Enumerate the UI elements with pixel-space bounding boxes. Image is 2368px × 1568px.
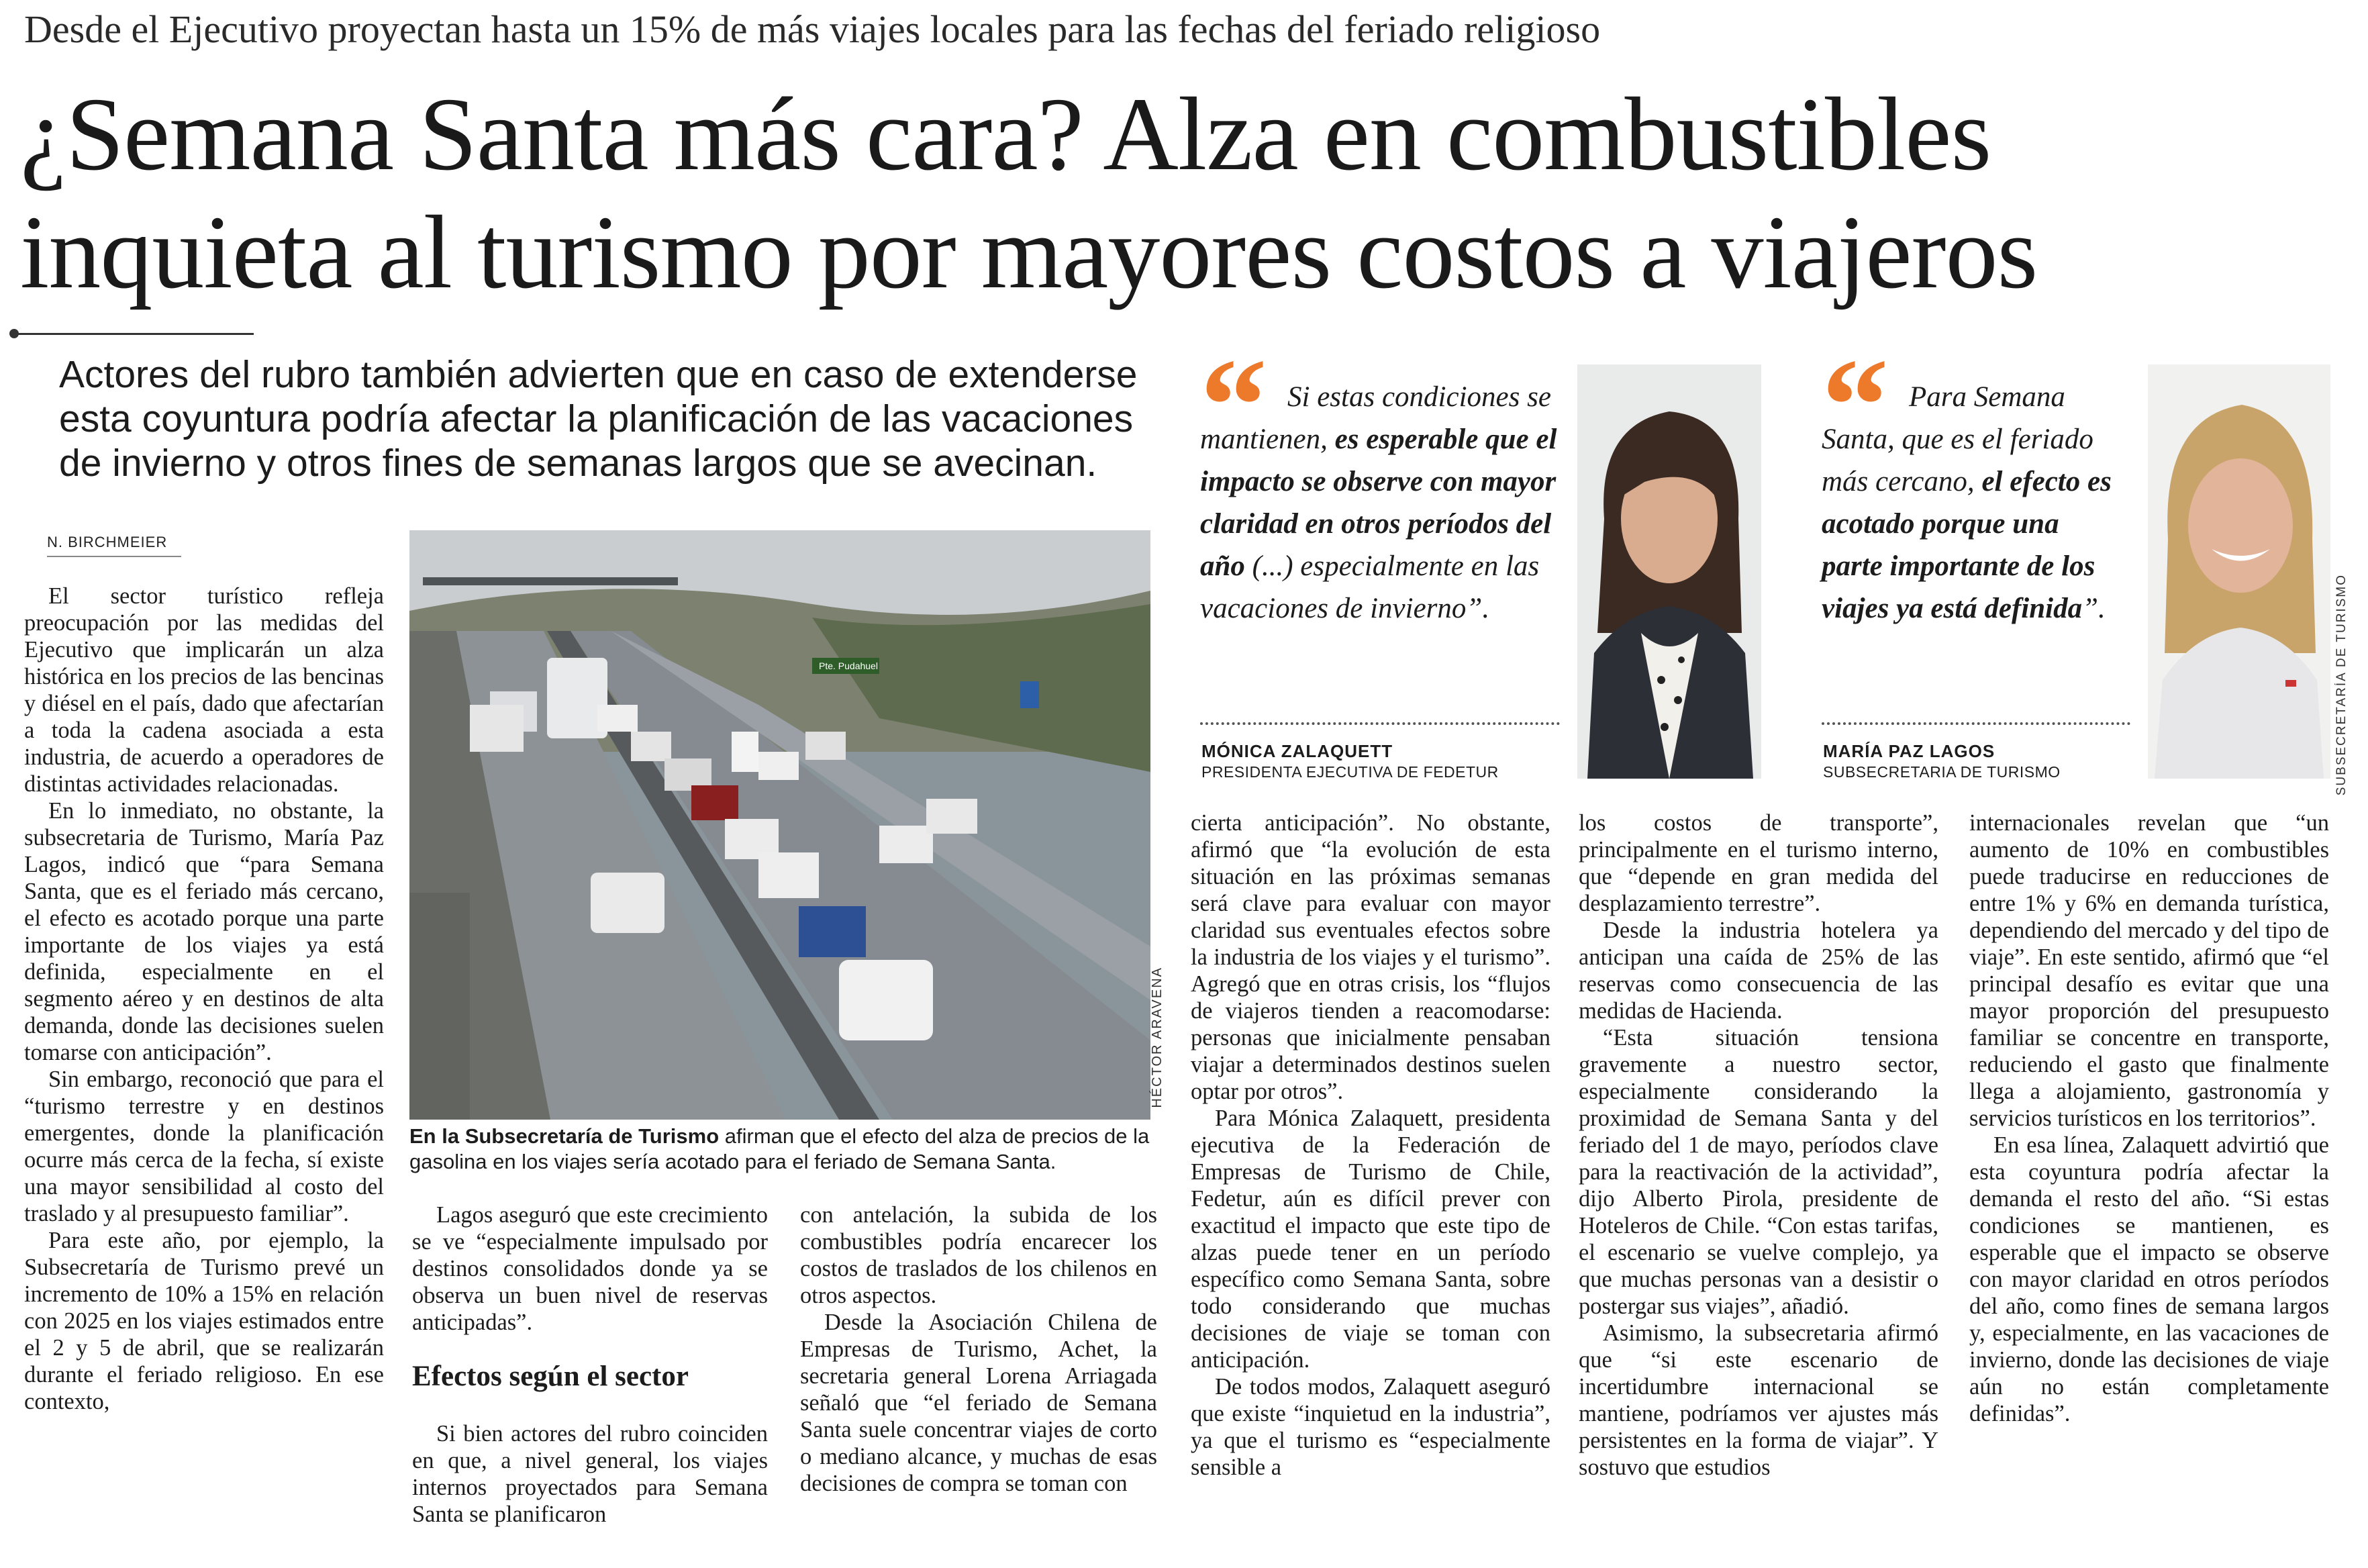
paragraph: “Esta situación tensiona gravemente a nuestro sector, especialmente considerando la proximidad de Semana Santa y del feriado del 1 de mayo, períodos clave para la reactivación de la actividad”, dijo Alberto Pirola, presidente de Hoteleros de Chile. “Con estas tarifas, el escenario se vuelve complejo, ya que muchas personas van a desistir o postergar sus viajes”, añadió. [1579,1025,1938,1319]
portrait-credit: SUBSECRETARÍA DE TURISMO [2334,574,2349,796]
portrait-image [1577,364,1761,779]
paragraph: internacionales revelan que “un aumento de 10% en combustibles puede traducirse en reducciones de entre 1% y 6% en demanda turística, dependiendo del mercado y del tipo de viaje”. En este sentido, afirmó que “el principal desafío es evitar que una mayor proporción del presupuesto familiar se concentre en transporte, reduciendo el gasto que finalmente llega a alojamiento, gastronomía y servicios turísticos en los territorios”. [1969,810,2329,1131]
paragraph: Lagos aseguró que este crecimiento se ve “especialmente impulsado por destinos consolidados donde ya se observa un buen nivel de reservas anticipadas”. [412,1202,768,1335]
paragraph: con antelación, la subida de los combustibles podría encarecer los costos de traslados de los chilenos en otros aspectos. [800,1202,1157,1308]
portrait-monica-zalaquett [1577,364,1761,779]
pull-quote-zalaquett [1200,376,1576,630]
paragraph: Asimismo, la subsecretaria afirmó que “si este escenario de incertidumbre internacional se mantiene, podríamos ver ajustes más persistentes en la forma de viajar”. Y sostuvo que estudios [1579,1320,1938,1480]
portrait-image [2148,364,2330,779]
quote-author-name: MARÍA PAZ LAGOS [1823,741,1995,761]
article-column-5 [1579,810,1938,1481]
quote-text-post: ”. [2082,593,2106,624]
quote-author-name: MÓNICA ZALAQUETT [1201,741,1393,761]
paragraph: En lo inmediato, no obstante, la subsecretaria de Turismo, María Paz Lagos, indicó que “para Semana Santa, que es el feriado más cercano, el efecto es acotado porque una parte importante de los viajes ya está definida, especialmente en el segmento aéreo y en destinos de alta demanda, donde las decisiones suelen tomarse con anticipación”. [24,798,384,1065]
quote-author-role: PRESIDENTA EJECUTIVA DE FEDETUR [1201,763,1499,781]
paragraph: Si bien actores del rubro coinciden en que, a nivel general, los viajes internos proyectados para Semana Santa se planificaron [412,1421,768,1527]
headline-line-1: ¿Semana Santa más cara? Alza en combustibles [20,76,1991,192]
paragraph: Desde la Asociación Chilena de Empresas de Turismo, Achet, la secretaria general Lorena Arriagada señaló que “el feriado de Semana Santa suele concentrar viajes de corto o mediano alcance, y muchas de esas decisiones de compra se toman con [800,1310,1157,1496]
quote-text-pre: Para Semana Santa, que es el feriado más cercano, [1822,381,2093,497]
headline-rule [12,333,254,335]
portrait-maria-paz-lagos [2148,364,2330,779]
paragraph: Sin embargo, reconoció que para el “turismo terrestre y en destinos emergentes, donde la planificación ocurre más cerca de la fecha, sí existe una mayor sensibilidad al costo del traslado y al presupuesto familiar”. [24,1067,384,1226]
paragraph: El sector turístico refleja preocupación por las medidas del Ejecutivo que implicarán un alza histórica en los precios de las bencinas y diésel en el país, dado que afectarían a toda la cadena asociada a esta industria, de acuerdo a operadores de distintas actividades relacionadas. [24,583,384,797]
caption-lead: En la Subsecretaría de Turismo [409,1124,720,1148]
paragraph: Para Mónica Zalaquett, presidenta ejecutiva de la Federación de Empresas de Turismo de Chile, Fedetur, aún es difícil prever con exactitud el impacto que este tipo de alzas puede tener en un período específico como Semana Santa, sobre todo considerando que muchas decisiones de viaje se toman con anticipación. [1191,1106,1550,1373]
section-heading: Efectos según el sector [412,1361,689,1392]
road-sign-text: Pte. Pudahuel [819,660,878,671]
quote-author-role: SUBSECRETARIA DE TURISMO [1823,763,2061,781]
quote-text-post: (...) especialmente en las vacaciones de invierno”. [1200,550,1540,624]
article-column-4 [1191,810,1550,1481]
kicker: Desde el Ejecutivo proyectan hasta un 15% de más viajes locales para las fechas del feriado religioso [24,7,1601,51]
paragraph: cierta anticipación”. No obstante, afirmó que “la evolución de esta situación en las próximas semanas será clave para evaluar con mayor claridad sus eventuales efectos sobre la industria de los viajes y el turismo”. Agregó que en otras crisis, los “flujos de viajeros tienden a reacomodarse: personas que inicialmente pensaban viajar a determinados destinos suelen optar por otros”. [1191,810,1550,1104]
deck-subtitle: Actores del rubro también advierten que en caso de extenderse esta coyuntura podría afectar la planificación de las vacaciones de invierno y otros fines de semanas largos que se avecinan. [59,353,1138,485]
pull-quote-lagos [1822,376,2117,630]
quote-divider [1822,722,2130,725]
quote-divider [1200,722,1560,725]
article-column-1 [24,583,384,1415]
quote-text-pre: Si estas condiciones se mantienen, [1200,381,1551,455]
byline-rule [47,556,181,557]
paragraph: Para este año, por ejemplo, la Subsecretaría de Turismo prevé un incremento de 10% a 15% en relación con 2025 en los viajes estimados entre el 2 y 5 de abril, que se realizarán durante el feriado religioso. En ese contexto, [24,1228,384,1414]
paragraph: los costos de transporte”, principalmente en el turismo interno, que “depende en gran medida del desplazamiento terrestre”. [1579,810,1938,916]
article-column-3 [800,1202,1157,1497]
article-column-2 [412,1202,768,1528]
photo-caption [409,1124,1154,1175]
headline-line-2: inquieta al turismo por mayores costos a viajeros [20,194,2038,310]
paragraph: De todos modos, Zalaquett aseguró que existe “inquietud en la industria”, ya que el turismo es “especialmente sensible a [1191,1374,1550,1480]
byline: N. BIRCHMEIER [47,534,168,550]
quote-text-bold: el efecto es acotado porque una parte importante de los viajes ya está definida [1822,466,2112,624]
quote-text-bold: es esperable que el impacto se observe con mayor claridad en otros períodos del año [1200,424,1557,582]
highway-traffic-image [409,530,1150,1120]
headline [20,75,2349,311]
article-column-6 [1969,810,2329,1427]
caption-text: afirman que el efecto del alza de precios de la gasolina en los viajes sería acotado para el feriado de Semana Santa. [409,1124,1150,1173]
highway-photo [409,530,1150,1120]
photo-credit: HÉCTOR ARAVENA [1150,967,1165,1108]
paragraph: Desde la industria hotelera ya anticipan una caída de 25% de las reservas como consecuencia de las medidas de Hacienda. [1579,918,1938,1024]
paragraph: En esa línea, Zalaquett advirtió que esta coyuntura podría afectar la demanda el resto del año. “Si estas condiciones se mantienen, es esperable que el impacto se observe con mayor claridad en otros períodos del año, como fines de semana largos y, especialmente, en las vacaciones de invierno, donde las decisiones de viaje aún no están completamente definidas”. [1969,1132,2329,1426]
